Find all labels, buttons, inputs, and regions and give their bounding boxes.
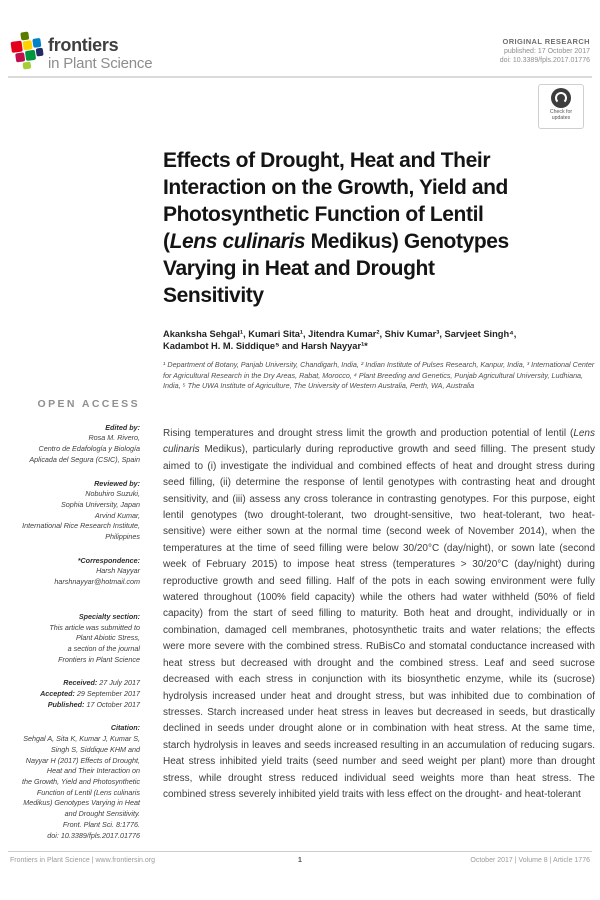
reviewed-by-label: Reviewed by: — [94, 478, 140, 488]
citation-line: Front. Plant Sci. 8:1776. — [62, 819, 140, 829]
citation-block — [8, 723, 140, 841]
correspondence-email-link[interactable]: harshnayyar@hotmail.com — [54, 577, 140, 587]
specialty-line: Plant Abiotic Stress, — [75, 633, 140, 643]
citation-line: and Drought Sensitivity. — [64, 809, 140, 819]
page-number: 1 — [298, 857, 302, 864]
species-name: Lens culinaris — [163, 428, 595, 456]
check-updates-label-line2: updates — [551, 114, 571, 121]
check-updates-icon — [551, 88, 571, 108]
journal-logo — [48, 36, 152, 71]
species-name: Lens culinaris — [169, 230, 306, 253]
reviewer-line: International Rice Research Institute, — [22, 521, 140, 531]
reviewer-line: Arvind Kumar, — [94, 510, 140, 520]
correspondence-block — [8, 556, 140, 588]
footer-issue-info: October 2017 | Volume 8 | Article 1776 — [470, 857, 590, 864]
affiliations: ¹ Department of Botany, Panjab University, Chandigarh, India, ² Indian Institute of Pulses Research, Kanpur, India, ³ International Center for Agricultural Research in the Dry Areas, Rabat, Morocco, ⁴ Plant Breeding and Genetics, Punjab Agricultural University, Ludhiana, India, ⁵ The UWA Institute of Agriculture, The University of Western Australia, Perth, WA, Australia — [163, 360, 595, 391]
accepted-date: Accepted: 29 September 2017 — [40, 689, 140, 699]
journal-subname: in Plant Science — [48, 55, 153, 72]
article-info-sidebar — [8, 399, 140, 841]
title-line: Varying in Heat and Drought — [163, 257, 435, 280]
author-list — [163, 329, 597, 352]
correspondence-label: *Correspondence: — [77, 555, 140, 565]
reviewer-line: Philippines — [105, 532, 140, 542]
page-title — [163, 147, 597, 309]
citation-line: Function of Lentil (Lens culinaris — [36, 787, 140, 797]
author-line: Kadambot H. M. Siddique⁵ and Harsh Nayyar¹* — [163, 340, 368, 351]
reviewer-line: Sophia University, Japan — [61, 499, 140, 509]
title-line: (Lens culinaris Medikus) Genotypes — [163, 230, 509, 253]
open-access-label: OPEN ACCESS — [37, 398, 140, 410]
citation-line: Medikus) Genotypes Varying in Heat — [23, 798, 140, 808]
citation-line: Nayyar H (2017) Effects of Drought, — [25, 755, 140, 765]
article-type-label: ORIGINAL RESEARCH — [502, 37, 590, 46]
title-line: Photosynthetic Function of Lentil — [163, 203, 484, 226]
edited-by-label: Edited by: — [105, 422, 140, 432]
title-line: Interaction on the Growth, Yield and — [163, 176, 508, 199]
editor-line: Aplicada del Segura (CSIC), Spain — [29, 454, 140, 464]
specialty-label: Specialty section: — [78, 611, 140, 621]
header-divider — [8, 76, 592, 78]
published-date-line: published: 17 October 2017 — [503, 47, 590, 55]
specialty-line: This article was submitted to — [49, 622, 140, 632]
citation-line: the Growth, Yield and Photosynthetic — [21, 776, 140, 786]
specialty-line: Frontiers in Plant Science — [58, 654, 140, 664]
specialty-section-block — [8, 612, 140, 666]
reviewed-by-block — [8, 479, 140, 543]
title-line: Effects of Drought, Heat and Their — [163, 149, 491, 172]
frontiers-logo-icon — [9, 31, 44, 73]
article-meta — [500, 37, 590, 66]
citation-line: Singh S, Siddique KHM and — [50, 744, 140, 754]
received-date: Received: 27 July 2017 — [63, 678, 140, 688]
dates-block — [8, 678, 140, 710]
abstract-text: Rising temperatures and drought stress limit the growth and production potential of lentil (Lens culinaris Medikus), particularly during reproductive growth and seed filling. The present study aimed to (i) investigate the individual and combined effects of heat and drought stress during seed filling, (ii) determine the response of lentil genotypes with contrasting heat and drought sensitivity, and (iii) assess any cross tolerance in contrasting genotypes. For this purpose, eight lentil genotypes (two drought-tolerant, two drought-sensitive, two heat-tolerant, two heat-sensitive) were either sown at the normal time (second week of November 2014), when the temperatures at the time of seed filling were below 30/20°C (day/night), or sown late (second week of February 2015) to impose heat stress (temperatures > 30/20°C (day/night) during reproductive growth and seed filling. Half of the pots in each sowing environment were fully watered throughout (100% field capacity) while the others had water withheld (50% of field capacity) from the start of seed filling to maturity. Both heat and drought, individually or in combination, damaged cell membranes, photosynthetic traits and water relations; the effects were more severe with the combined stress. RuBisCo and stomatal conductance increased with heat stress but decreased with drought and the combined stress. Leaf and seed sucrose decreased with each stress in conjunction with its biosynthetic enzyme, while its (sucrose) hydrolysis increased under heat and drought stress, but was inhibited due to combination of stresses. Starch increased under heat stress in leaves but decreased in seeds, but drastically declined in seeds under drought alone or in combination with heat stress. At the same time, starch hydrolysis in leaves and seeds increased resulting in an accumulation of reducing sugars. Heat stress inhibited yield traits (seed number and seed weight per plant) more than drought stress, while drought stress reduced individual seed weights more than heat stress. The combined stress severely inhibited yield traits with less effect on the drought- and heat-tolerant — [163, 428, 595, 800]
citation-line: Heat and Their Interaction on — [46, 766, 140, 776]
published-date: Published: 17 October 2017 — [47, 699, 140, 709]
title-line: Sensitivity — [163, 284, 264, 307]
check-updates-badge[interactable] — [538, 84, 584, 129]
citation-label: Citation: — [110, 723, 140, 733]
check-updates-label-line1: Check for — [549, 109, 573, 115]
edited-by-block — [8, 423, 140, 466]
correspondence-name: Harsh Nayyar — [96, 566, 140, 576]
doi-link[interactable]: doi: 10.3389/fpls.2017.01776 — [499, 57, 590, 65]
author-line: Akanksha Sehgal¹, Kumari Sita¹, Jitendra Kumar², Shiv Kumar³, Sarvjeet Singh⁴, — [163, 329, 517, 339]
footer-divider — [8, 851, 592, 852]
reviewer-line: Nobuhiro Suzuki, — [85, 489, 140, 499]
citation-line: Sehgal A, Sita K, Kumar J, Kumar S, — [23, 734, 140, 744]
editor-line: Centro de Edafología y Biología — [38, 444, 140, 454]
editor-line: Rosa M. Rivero, — [88, 433, 140, 443]
specialty-line: a section of the journal — [67, 643, 140, 653]
journal-name: frontiers — [48, 35, 119, 55]
footer-journal-link[interactable]: Frontiers in Plant Science | www.frontiersin.org — [10, 857, 155, 864]
citation-doi-link[interactable]: doi: 10.3389/fpls.2017.01776 — [47, 830, 140, 840]
